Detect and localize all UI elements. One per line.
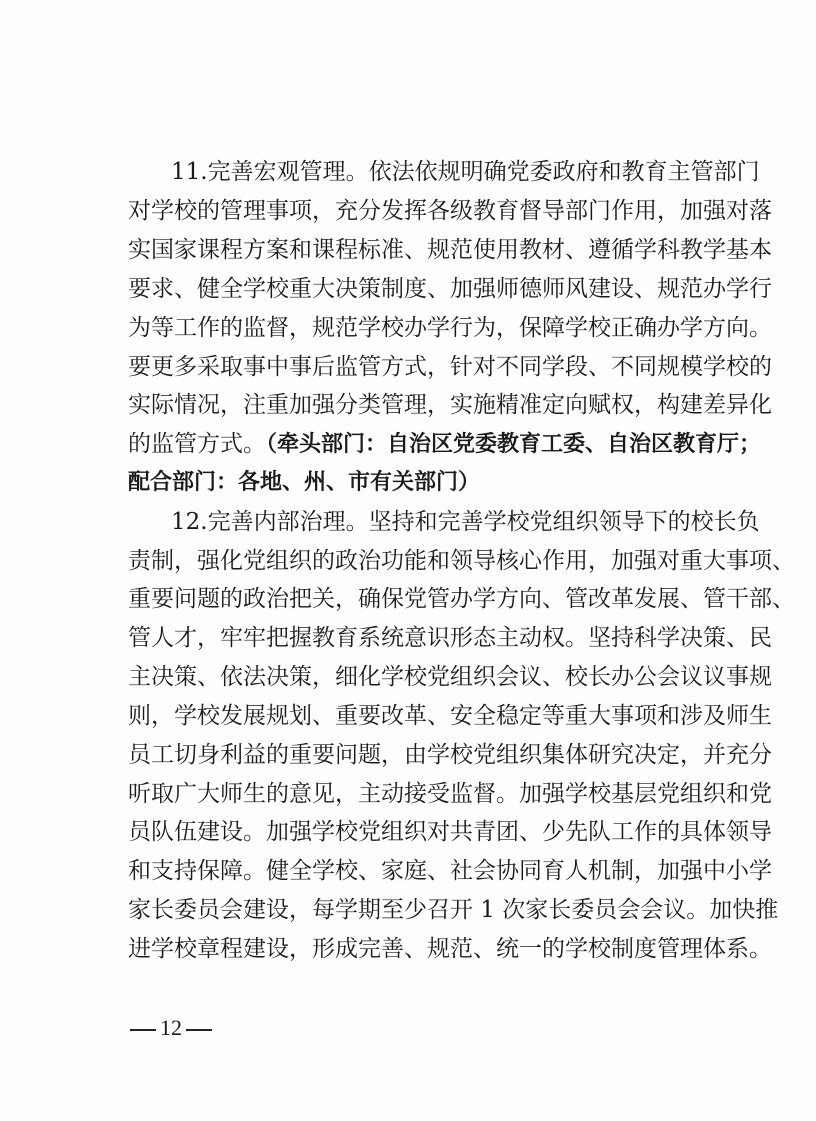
paragraph-12-line-8: 听取广大师生的意见，主动接受监督。加强学校基层党组织和党 xyxy=(128,781,772,807)
paragraph-12-line-10: 和支持保障。健全学校、家庭、社会协同育人机制，加强中小学 xyxy=(128,858,772,884)
paragraph-12-line-11: 家长委员会建设，每学期至少召开 1 次家长委员会会议。加快推 xyxy=(128,897,779,923)
paragraph-11-line-5: 为等工作的监督，规范学校办学行为，保障学校正确办学方向。 xyxy=(128,315,772,341)
paragraph-11-line-3: 实国家课程方案和课程标准、规范使用教材、遵循学科教学基本 xyxy=(128,237,772,263)
paragraph-12-line-1: 12.完善内部治理。坚持和完善学校党组织领导下的校长负 xyxy=(171,509,760,535)
paragraph-12-line-9: 员队伍建设。加强学校党组织对共青团、少先队工作的具体领导 xyxy=(128,819,772,845)
right-dash xyxy=(186,1029,212,1031)
page-number: 12 xyxy=(160,1015,182,1040)
paragraph-11-line-6: 要更多采取事中事后监管方式，针对不同学段、不同规模学校的 xyxy=(128,354,772,380)
paragraph-11-line-2: 对学校的管理事项，充分发挥各级教育督导部门作用，加强对落 xyxy=(128,198,772,224)
page-number-footer xyxy=(126,1013,226,1043)
paragraph-12-line-3: 重要问题的政治把关，确保党管办学方向、管改革发展、管干部、 xyxy=(128,586,795,612)
paragraph-11-line-4: 要求、健全学校重大决策制度、加强师德师风建设、规范办学行 xyxy=(128,276,772,302)
paragraph-12-line-7: 员工切身利益的重要问题，由学校党组织集体研究决定，并充分 xyxy=(128,742,772,768)
paragraph-12-line-4: 管人才，牢牢把握教育系统意识形态主动权。坚持科学决策、民 xyxy=(128,625,772,651)
paragraph-11-line-8 xyxy=(128,425,762,463)
paragraph-12-line-6: 则，学校发展规划、重要改革、安全稳定等重大事项和涉及师生 xyxy=(128,703,772,729)
left-dash xyxy=(130,1029,156,1031)
lead-department-note: （牵头部门：自治区党委教育工委、自治区教育厅； xyxy=(266,432,762,457)
cooperating-department-note: 配合部门：各地、州、市有关部门） xyxy=(128,470,481,495)
paragraph-12-line-5: 主决策、依法决策，细化学校党组织会议、校长办公会议议事规 xyxy=(128,664,772,690)
paragraph-11-line-7: 实际情况，注重加强分类管理，实施精准定向赋权，构建差异化 xyxy=(128,392,772,418)
paragraph-11-line-1: 11.完善宏观管理。依法依规明确党委政府和教育主管部门 xyxy=(171,159,760,185)
paragraph-11-line-8-text: 的监管方式。 xyxy=(128,431,266,457)
paragraph-12-line-12: 进学校章程建设，形成完善、规范、统一的学校制度管理体系。 xyxy=(128,936,772,962)
paragraph-12-line-2: 责制，强化党组织的政治功能和领导核心作用，加强对重大事项、 xyxy=(128,548,795,574)
